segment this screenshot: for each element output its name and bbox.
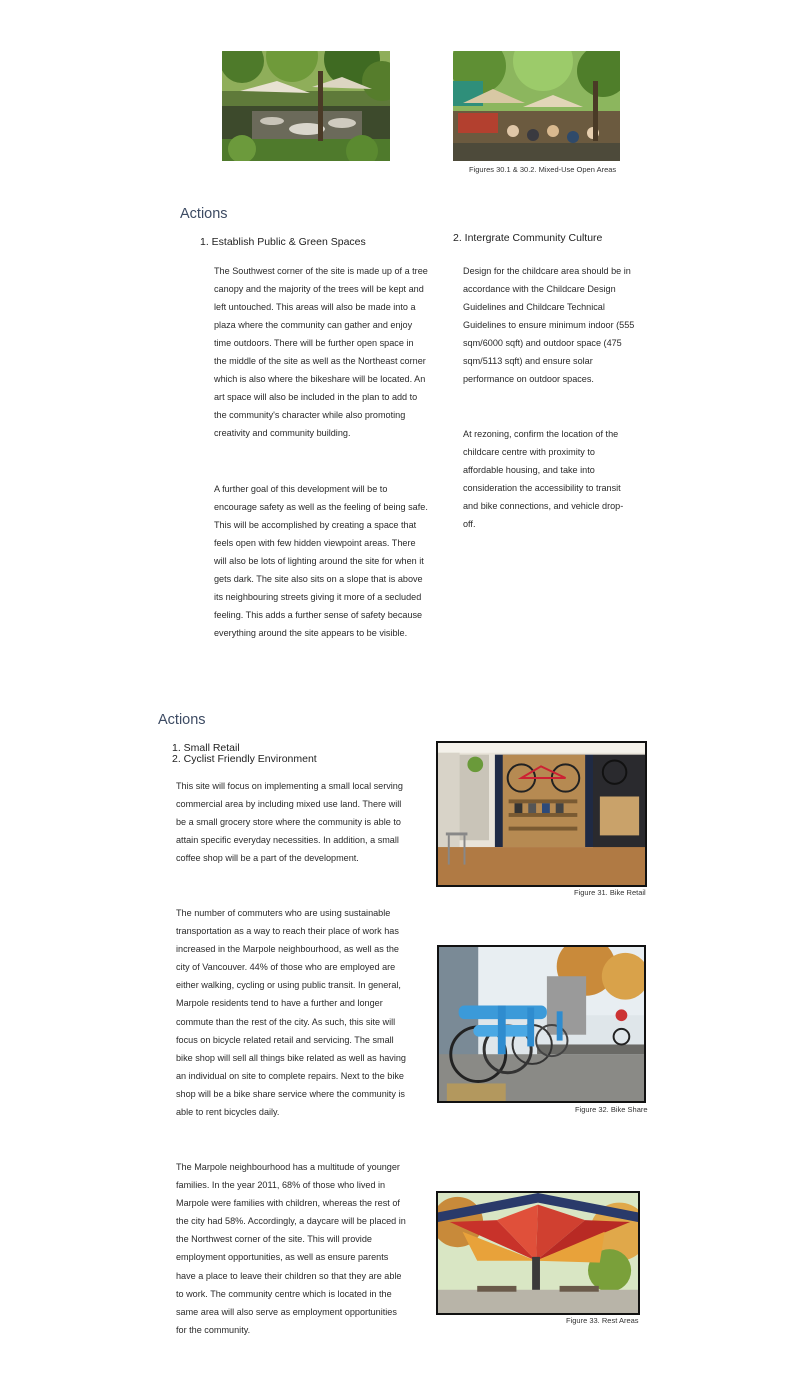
section-2-heading: Actions — [158, 712, 206, 728]
community-culture-paragraph-1: Design for the childcare area should be in accordance with the Childcare Design Guidelines and Childcare Technical Guidelines to ensure minimum indoor (555 sqm/6000 sqft) and outdoor space (475 sqm/5113 sqft) and ensure solar performance on outdoor spaces. — [463, 266, 635, 384]
figure-31-bike-retail-photo — [436, 741, 647, 887]
figure-30-caption: Figures 30.1 & 30.2. Mixed-Use Open Areas — [469, 165, 617, 174]
figure-32-bike-share-photo — [437, 945, 646, 1103]
figure-30-2-photo — [453, 51, 620, 161]
small-retail-paragraph: This site will focus on implementing a small local serving commercial area by including mixed use land. There will be a small grocery store where the community is able to attain specific everyday necessities. In addition, a small coffee shop will be a part of the development. — [176, 781, 403, 864]
small-retail-item: 1. Small Retail — [172, 742, 240, 754]
figure-30-1-photo — [222, 51, 390, 161]
daycare-paragraph: The Marpole neighbourhood has a multitude of younger families. In the year 2011, 68% of those who lived in Marpole were families with children, whereas the rest of the city had 58%. Accordingly, a daycare will be placed in the Northwest corner of the site. This will provide employment opportunities, as well as ensure parents have a place to leave their children so that they are able to work. The community centre which is located in the same area will also serve as employment opportunities for the community. — [176, 1162, 406, 1335]
figure-33-caption: Figure 33. Rest Areas — [566, 1316, 639, 1325]
community-culture-title: 2. Intergrate Community Culture — [453, 232, 603, 244]
cyclist-paragraph: The number of commuters who are using sustainable transportation as a way to reach their place of work has increased in the Marpole neighbourhood, as well as the city of Vancouver. 44% of those who are employed are either walking, cycling or using public transit. In general, Marpole residents tend to have a further and longer commute than the rest of the city. As such, this site will focus on bicycle related retail and servicing. The small bike shop will sell all things bike related as well as having an individual on site to complete repairs. Next to the bike shop will be a bike share service where the community is able to rent bicycles daily. — [176, 908, 406, 1118]
public-green-spaces-paragraph-2: A further goal of this development will be to encourage safety as well as the feeling of being safe. This will be accomplished by creating a space that feels open with few hidden viewpoint areas. There will also be lots of lighting around the site for when it gets dark. The site also sits on a slope that is above its neighbouring streets giving it more of a secluded feeling. This adds a further sense of safety because everything around the site appears to be visible. — [214, 484, 428, 638]
figure-33-rest-areas-photo — [436, 1191, 640, 1315]
public-green-spaces-paragraph-1: The Southwest corner of the site is made up of a tree canopy and the majority of the trees will be kept and left untouched. This areas will also be made into a plaza where the community can gather and enjoy time outdoors. There will be further open space in the middle of the site as well as the Northeast corner which is also where the bikeshare will be located. An art space will also be included in the plan to add to the community's character while also promoting creativity and community building. — [214, 266, 428, 438]
figure-31-caption: Figure 31. Bike Retail — [574, 888, 646, 897]
figure-32-caption: Figure 32. Bike Share — [575, 1105, 648, 1114]
cyclist-friendly-item: 2. Cyclist Friendly Environment — [172, 753, 317, 765]
community-culture-paragraph-2: At rezoning, confirm the location of the childcare centre with proximity to affordable housing, and take into consideration the accessibility to transit and bike connections, and vehicle drop-off. — [463, 429, 624, 529]
section-1-heading: Actions — [180, 206, 228, 222]
public-green-spaces-title: 1. Establish Public & Green Spaces — [200, 236, 366, 248]
